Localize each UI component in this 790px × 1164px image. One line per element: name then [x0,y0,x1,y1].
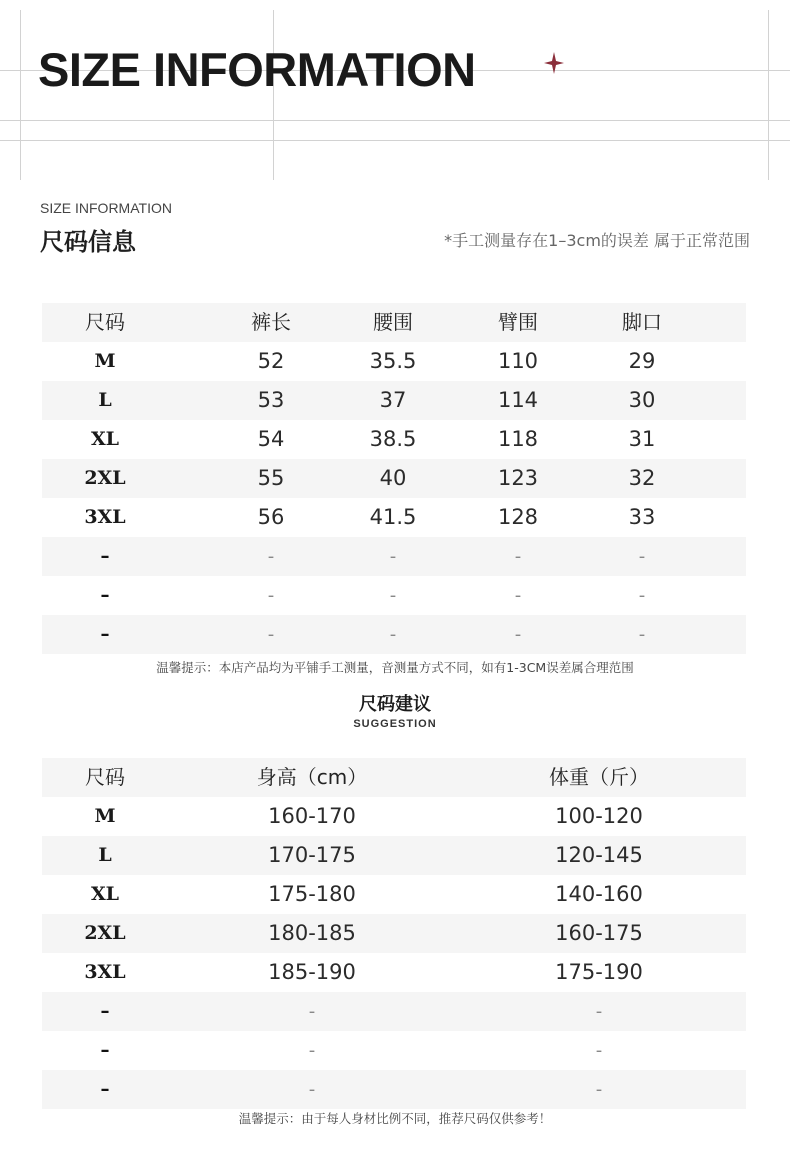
table-cell: 180-185 [268,921,356,945]
table-cell: 160-170 [268,804,356,828]
table-cell: 160-175 [555,921,643,945]
table-cell: - [389,624,397,645]
table-cell: 41.5 [369,505,417,529]
table-row [42,342,746,381]
table-cell: 110 [497,349,539,373]
table-header-cell: 身高（cm） [256,765,368,789]
table-cell: 35.5 [369,349,417,373]
table-cell: – [100,1079,110,1100]
table-cell: 30 [628,388,656,412]
table-cell: 37 [379,388,407,412]
table-header-cell: 裤长 [251,310,291,334]
table-cell: - [595,1040,603,1061]
table-cell: 3XL [84,506,126,528]
table-header-row [42,303,746,342]
guide-line [768,10,769,180]
table-row [42,1070,746,1109]
guide-line [0,140,790,141]
table-cell: 140-160 [555,882,643,906]
table-cell: 31 [628,427,656,451]
suggestion-tip: 温馨提示：由于每人身材比例不同，推荐尺码仅供参考！ [238,1111,552,1126]
table-cell: 118 [497,427,539,451]
table-header-cell: 腰围 [373,310,413,334]
table-cell: - [514,585,522,606]
table-header-cell: 尺码 [85,765,125,789]
table-cell: L [98,389,112,411]
suggestion-subtitle: SUGGESTION [353,718,437,730]
section-subtitle-cn: 尺码信息 [40,228,136,256]
size-table-tip: 温馨提示：本店产品均为平铺手工测量，音测量方式不同，如有1-3CM误差属合理范围 [156,660,634,675]
table-cell: 56 [257,505,285,529]
suggestion-table [42,758,746,1109]
table-cell: XL [90,883,120,905]
table-cell: 175-190 [555,960,643,984]
table-cell: 55 [257,466,285,490]
table-cell: 123 [497,466,539,490]
table-cell: 53 [257,388,285,412]
table-cell: – [100,585,110,606]
table-cell: 29 [628,349,656,373]
table-cell: 170-175 [268,843,356,867]
table-row [42,992,746,1031]
table-cell: - [514,546,522,567]
table-cell: - [389,585,397,606]
table-cell: 33 [628,505,656,529]
table-row [42,498,746,537]
table-cell: - [638,585,646,606]
table-cell: - [638,624,646,645]
table-header-cell: 尺码 [85,310,125,334]
table-row [42,459,746,498]
table-cell: XL [90,428,120,450]
table-cell: – [100,1040,110,1061]
table-row [42,836,746,875]
table-cell: - [308,1079,316,1100]
table-row [42,914,746,953]
guide-line [20,10,21,180]
table-cell: L [98,844,112,866]
table-cell: M [94,805,116,827]
table-cell: M [94,350,116,372]
table-cell: – [100,1001,110,1022]
table-header-cell: 脚口 [622,310,662,334]
table-cell: 128 [497,505,539,529]
table-cell: - [308,1001,316,1022]
table-header-row [42,758,746,797]
table-cell: 52 [257,349,285,373]
table-cell: - [514,624,522,645]
table-cell: - [267,546,275,567]
section-subtitle-en: SIZE INFORMATION [40,200,172,216]
table-row [42,1031,746,1070]
suggestion-title: 尺码建议 [359,694,431,715]
table-cell: 100-120 [555,804,643,828]
table-cell: 38.5 [369,427,417,451]
table-cell: 3XL [84,961,126,983]
table-cell: - [308,1040,316,1061]
table-cell: – [100,624,110,645]
table-cell: 40 [379,466,407,490]
table-row [42,797,746,836]
table-cell: 114 [497,388,539,412]
table-cell: 185-190 [268,960,356,984]
table-cell: - [267,585,275,606]
table-cell: 2XL [84,467,126,489]
table-cell: - [389,546,397,567]
table-header-cell: 臂围 [498,310,538,334]
table-row [42,537,746,576]
table-cell: 175-180 [268,882,356,906]
table-row [42,420,746,459]
table-row [42,381,746,420]
table-cell: 120-145 [555,843,643,867]
table-cell: - [595,1079,603,1100]
table-row [42,875,746,914]
table-row [42,576,746,615]
table-header-cell: 体重（斤） [549,765,649,789]
guide-line [0,120,790,121]
table-cell: 54 [257,427,285,451]
page-title: SIZE INFORMATION [38,43,476,96]
table-cell: - [638,546,646,567]
table-row [42,953,746,992]
table-cell: 2XL [84,922,126,944]
sparkle-star-icon [544,52,564,74]
table-cell: – [100,546,110,567]
table-row [42,615,746,654]
table-cell: 32 [628,466,656,490]
table-cell: - [595,1001,603,1022]
size-table [42,303,746,654]
measurement-note: *手工测量存在1–3cm的误差 属于正常范围 [444,231,750,250]
table-cell: - [267,624,275,645]
